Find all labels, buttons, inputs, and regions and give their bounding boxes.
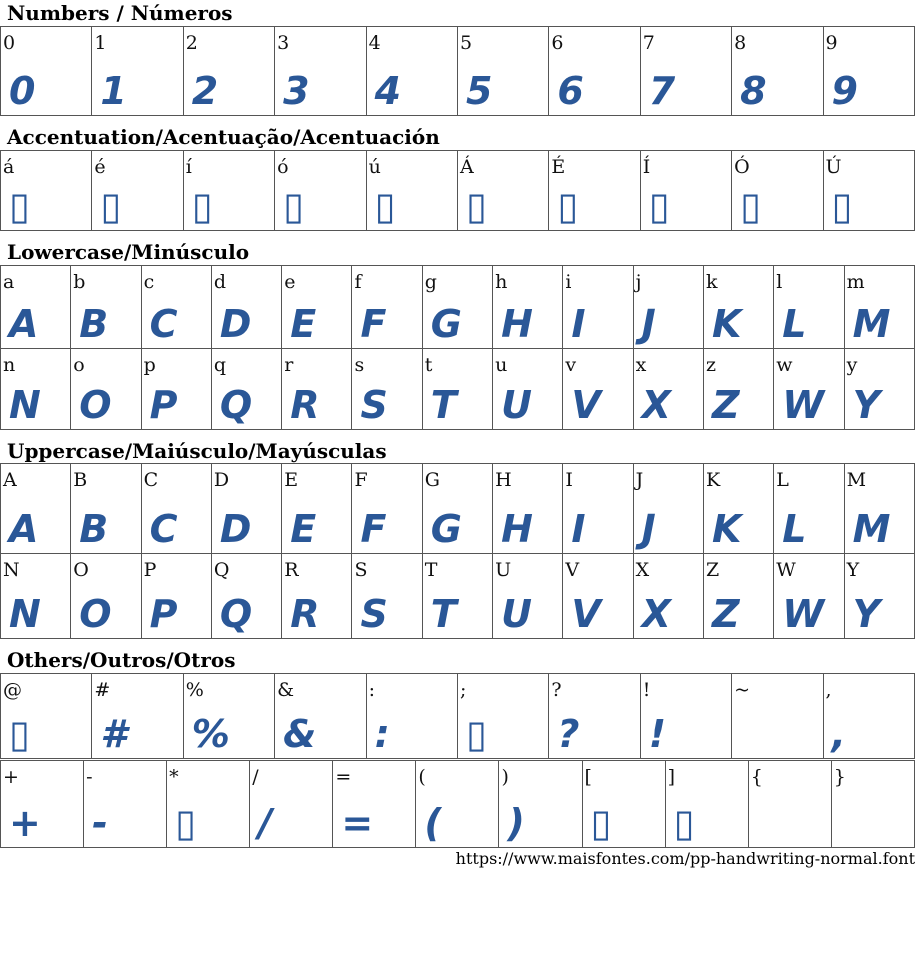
glyph-cell (141, 464, 211, 554)
glyph-cell (493, 464, 563, 554)
glyph-sample: W (782, 592, 825, 636)
glyph-label: / (252, 766, 259, 788)
glyph-label: P (143, 559, 157, 581)
glyph-label: C (143, 469, 159, 491)
glyph-cell (422, 464, 492, 554)
glyph-label: K (705, 469, 721, 491)
glyph-sample: B (79, 302, 109, 346)
glyph-sample: + (9, 801, 41, 845)
glyph-label: B (73, 469, 88, 491)
table-row (1, 266, 915, 349)
glyph-label: z (705, 354, 716, 376)
glyph-cell (183, 674, 274, 759)
table-row (1, 554, 915, 639)
glyph-cell (183, 27, 274, 116)
glyph-sample: M (852, 507, 891, 551)
glyph-label: A (3, 469, 17, 491)
glyph-label: é (94, 156, 106, 178)
glyph-cell (84, 761, 167, 848)
lowercase-table (0, 265, 915, 430)
table-row (1, 464, 915, 554)
glyph-label: : (368, 679, 375, 701)
glyph-cell (499, 761, 582, 848)
glyph-label: x (635, 354, 647, 376)
glyph-sample: U (501, 592, 532, 636)
glyph-label: N (3, 559, 20, 581)
glyph-label: m (846, 271, 865, 293)
glyph-sample: ? (557, 712, 580, 756)
glyph-label: í (185, 156, 192, 178)
glyph-sample: L (782, 507, 807, 551)
glyph-sample: K (711, 302, 742, 346)
glyph-sample: 1 (100, 69, 127, 113)
glyph-sample: K (711, 507, 742, 551)
glyph-cell (563, 464, 633, 554)
glyph-cell (774, 554, 844, 639)
glyph-label: É (551, 156, 566, 178)
glyph-label: H (495, 469, 512, 491)
glyph-label: n (3, 354, 16, 376)
glyph-label: G (424, 469, 440, 491)
glyph-sample: X (641, 383, 671, 427)
glyph-label: Z (705, 559, 720, 581)
glyph-label: , (825, 679, 832, 701)
glyph-cell (823, 27, 914, 116)
glyph-cell (141, 554, 211, 639)
glyph-cell (831, 761, 914, 848)
glyph-label: ; (459, 679, 467, 701)
glyph-sample: ▯ (9, 184, 30, 228)
glyph-sample: , (831, 712, 846, 756)
glyph-cell (844, 349, 914, 430)
glyph-cell (633, 464, 703, 554)
glyph-sample: 7 (648, 69, 676, 113)
glyph-cell (844, 266, 914, 349)
glyph-cell (366, 151, 457, 231)
glyph-sample: ▯ (465, 184, 487, 228)
glyph-label: = (335, 766, 352, 788)
glyph-cell (275, 27, 366, 116)
glyph-label: D (213, 469, 230, 491)
glyph-label: Í (642, 156, 651, 178)
glyph-label: 5 (459, 32, 473, 54)
glyph-label: b (73, 271, 86, 293)
section-title-numbers: Numbers / Números (7, 1, 233, 25)
glyph-sample: ! (648, 712, 667, 756)
glyph-sample: ▯ (374, 184, 396, 228)
glyph-sample: G (430, 302, 462, 346)
glyph-label: U (495, 559, 512, 581)
glyph-sample: H (501, 507, 533, 551)
glyph-cell (1, 674, 92, 759)
glyph-sample: D (219, 302, 252, 346)
glyph-label: R (284, 559, 299, 581)
glyph-sample: # (100, 712, 127, 756)
glyph-sample: U (501, 383, 532, 427)
glyph-label: } (833, 766, 846, 788)
glyph-label: * (169, 766, 179, 788)
glyph-sample: N (9, 592, 41, 636)
glyph-cell (640, 151, 731, 231)
glyph-cell (250, 761, 333, 848)
table-row (1, 349, 915, 430)
glyph-label: r (284, 354, 294, 376)
glyph-cell (1, 266, 71, 349)
glyph-label: Á (459, 156, 474, 178)
accentuation-table (0, 150, 915, 231)
glyph-label: Y (846, 559, 860, 581)
glyph-cell (211, 349, 281, 430)
glyph-label: ] (667, 766, 676, 788)
glyph-cell (582, 761, 665, 848)
glyph-sample: P (149, 383, 178, 427)
glyph-label: ú (368, 156, 381, 178)
glyph-cell (1, 464, 71, 554)
glyph-cell (211, 554, 281, 639)
glyph-sample: 4 (374, 69, 402, 113)
glyph-sample: X (641, 592, 671, 636)
glyph-cell (457, 151, 548, 231)
glyph-sample: ▯ (465, 712, 487, 756)
glyph-label: { (750, 766, 763, 788)
glyph-sample: C (149, 302, 178, 346)
glyph-label: J (635, 469, 644, 491)
glyph-cell (563, 554, 633, 639)
glyph-sample: C (149, 507, 178, 551)
glyph-sample: J (641, 302, 656, 346)
glyph-label: M (846, 469, 867, 491)
source-url[interactable]: https://www.maisfontes.com/pp-handwriting-normal.font (455, 849, 915, 868)
glyph-label: h (495, 271, 508, 293)
glyph-cell (493, 349, 563, 430)
glyph-cell (549, 674, 640, 759)
glyph-cell (732, 151, 823, 231)
glyph-cell (493, 266, 563, 349)
glyph-label: 9 (825, 32, 838, 54)
glyph-label: e (284, 271, 296, 293)
glyph-sample: 6 (557, 69, 584, 113)
glyph-cell (844, 554, 914, 639)
glyph-cell (774, 266, 844, 349)
glyph-cell (640, 674, 731, 759)
others-table-2 (0, 760, 915, 848)
glyph-sample: ▯ (100, 184, 122, 228)
glyph-sample: B (79, 507, 109, 551)
glyph-sample: Z (711, 592, 740, 636)
glyph-label: ? (551, 679, 562, 701)
glyph-label: L (776, 469, 789, 491)
glyph-label: s (354, 354, 365, 376)
table-row (1, 761, 915, 848)
glyph-label: ) (501, 766, 509, 788)
glyph-cell (703, 349, 773, 430)
glyph-sample: ▯ (673, 801, 695, 845)
glyph-cell (1, 761, 84, 848)
glyph-sample: ▯ (590, 801, 612, 845)
glyph-sample: I (571, 302, 586, 346)
glyph-label: [ (584, 766, 592, 788)
glyph-cell (422, 266, 492, 349)
glyph-label: 2 (185, 32, 198, 54)
glyph-label: W (776, 559, 796, 581)
section-title-others: Others/Outros/Otros (7, 648, 236, 672)
glyph-label: X (635, 559, 650, 581)
glyph-cell (703, 554, 773, 639)
glyph-sample: ) (507, 801, 525, 845)
glyph-sample: ( (424, 801, 442, 845)
glyph-label: S (354, 559, 368, 581)
glyph-sample: S (360, 383, 388, 427)
glyph-cell (1, 27, 92, 116)
glyph-cell (71, 266, 141, 349)
glyph-cell (665, 761, 748, 848)
glyph-label: g (424, 271, 437, 293)
glyph-sample: = (341, 801, 374, 845)
glyph-cell (493, 554, 563, 639)
glyph-sample: % (191, 712, 230, 756)
glyph-sample: J (641, 507, 656, 551)
glyph-label: 7 (642, 32, 655, 54)
glyph-sample: : (374, 712, 390, 756)
glyph-sample: 2 (191, 69, 219, 113)
glyph-cell (633, 266, 703, 349)
glyph-cell (333, 761, 416, 848)
glyph-cell (352, 464, 422, 554)
glyph-cell (844, 464, 914, 554)
glyph-cell (282, 554, 352, 639)
glyph-sample: Y (852, 383, 881, 427)
glyph-cell (774, 464, 844, 554)
glyph-sample: N (9, 383, 41, 427)
glyph-label: i (565, 271, 572, 293)
table-row (1, 151, 915, 231)
glyph-sample: A (9, 302, 39, 346)
glyph-sample: T (430, 592, 457, 636)
glyph-label: c (143, 271, 155, 293)
glyph-sample: 0 (9, 69, 36, 113)
glyph-label: w (776, 354, 793, 376)
glyph-cell (422, 554, 492, 639)
glyph-label: ( (418, 766, 426, 788)
glyph-sample: Z (711, 383, 740, 427)
glyph-sample: I (571, 507, 586, 551)
glyph-sample: F (360, 507, 387, 551)
glyph-label: # (94, 679, 111, 701)
glyph-cell (748, 761, 831, 848)
glyph-label: l (776, 271, 783, 293)
glyph-sample: P (149, 592, 178, 636)
glyph-label: V (565, 559, 580, 581)
glyph-label: 8 (734, 32, 747, 54)
glyph-label: ó (277, 156, 289, 178)
glyph-cell (633, 554, 703, 639)
table-row (1, 27, 915, 116)
glyph-sample: 9 (831, 69, 858, 113)
glyph-label: y (846, 354, 858, 376)
glyph-cell (563, 266, 633, 349)
glyph-label: Ó (734, 156, 750, 178)
glyph-label: F (354, 469, 368, 491)
glyph-sample: R (290, 592, 320, 636)
glyph-sample: W (782, 383, 825, 427)
glyph-label: O (73, 559, 89, 581)
glyph-sample: E (290, 302, 317, 346)
section-title-accentuation: Accentuation/Acentuação/Acentuación (7, 125, 440, 149)
section-title-uppercase: Uppercase/Maiúsculo/Mayúsculas (7, 439, 387, 463)
glyph-label: q (213, 354, 227, 376)
glyph-cell (352, 349, 422, 430)
glyph-cell (183, 151, 274, 231)
glyph-sample: M (852, 302, 891, 346)
glyph-cell (71, 349, 141, 430)
glyph-label: k (705, 271, 718, 293)
glyph-sample: E (290, 507, 317, 551)
glyph-label: á (3, 156, 15, 178)
glyph-sample: F (360, 302, 387, 346)
glyph-cell (1, 554, 71, 639)
glyph-cell (275, 674, 366, 759)
glyph-sample: ▯ (191, 184, 213, 228)
glyph-cell (167, 761, 250, 848)
glyph-cell (823, 674, 914, 759)
glyph-label: j (635, 271, 642, 293)
glyph-sample: A (9, 507, 39, 551)
glyph-label: E (284, 469, 299, 491)
glyph-cell (422, 349, 492, 430)
glyph-sample: T (430, 383, 457, 427)
glyph-cell (366, 674, 457, 759)
glyph-sample: ▯ (9, 712, 30, 756)
glyph-sample: Q (219, 592, 253, 636)
others-table-1 (0, 673, 915, 759)
glyph-cell (71, 554, 141, 639)
glyph-cell (563, 349, 633, 430)
glyph-label: @ (3, 679, 22, 701)
glyph-sample: - (92, 801, 108, 845)
glyph-label: 1 (94, 32, 107, 54)
section-title-lowercase: Lowercase/Minúsculo (7, 240, 250, 264)
glyph-label: & (277, 679, 295, 701)
glyph-cell (211, 464, 281, 554)
table-row (1, 674, 915, 759)
glyph-label: 6 (551, 32, 564, 54)
glyph-cell (823, 151, 914, 231)
glyph-sample: S (360, 592, 388, 636)
glyph-cell (416, 761, 499, 848)
glyph-cell (549, 151, 640, 231)
glyph-cell (92, 27, 183, 116)
glyph-label: p (143, 354, 156, 376)
glyph-label: 3 (277, 32, 290, 54)
glyph-cell (275, 151, 366, 231)
glyph-sample: O (79, 592, 112, 636)
glyph-sample: 5 (465, 69, 493, 113)
glyph-label: 4 (368, 32, 381, 54)
glyph-cell (211, 266, 281, 349)
glyph-sample: R (290, 383, 320, 427)
glyph-sample: ▯ (283, 184, 305, 228)
glyph-cell (457, 27, 548, 116)
glyph-label: f (354, 271, 362, 293)
glyph-cell (71, 464, 141, 554)
glyph-label: % (185, 679, 204, 701)
numbers-table (0, 26, 915, 116)
glyph-label: 0 (3, 32, 16, 54)
glyph-sample: 3 (283, 69, 310, 113)
glyph-label: a (3, 271, 15, 293)
glyph-sample: V (571, 592, 601, 636)
glyph-sample: O (79, 383, 112, 427)
glyph-cell (1, 349, 71, 430)
glyph-cell (703, 464, 773, 554)
glyph-sample: Q (219, 383, 253, 427)
glyph-sample: V (571, 383, 601, 427)
glyph-cell (92, 674, 183, 759)
glyph-cell (141, 349, 211, 430)
glyph-sample: & (283, 712, 317, 756)
glyph-cell (352, 266, 422, 349)
glyph-label: o (73, 354, 85, 376)
glyph-cell (703, 266, 773, 349)
glyph-cell (92, 151, 183, 231)
glyph-label: t (424, 354, 433, 376)
glyph-cell (141, 266, 211, 349)
glyph-cell (1, 151, 92, 231)
glyph-sample: ▯ (740, 184, 762, 228)
glyph-sample: ▯ (175, 801, 197, 845)
glyph-sample: ▯ (831, 184, 853, 228)
glyph-label: d (213, 271, 227, 293)
glyph-cell (732, 27, 823, 116)
glyph-label: v (565, 354, 577, 376)
glyph-label: Q (213, 559, 230, 581)
glyph-label: Ú (825, 156, 842, 178)
glyph-cell (282, 464, 352, 554)
uppercase-table (0, 463, 915, 639)
glyph-sample: Y (852, 592, 881, 636)
glyph-sample: ▯ (648, 184, 670, 228)
glyph-cell (282, 349, 352, 430)
glyph-label: I (565, 469, 573, 491)
glyph-label: + (3, 766, 19, 788)
glyph-label: - (86, 766, 93, 788)
glyph-label: ! (642, 679, 651, 701)
glyph-sample: D (219, 507, 252, 551)
glyph-cell (457, 674, 548, 759)
glyph-sample: / (258, 801, 273, 845)
glyph-cell (732, 674, 823, 759)
glyph-cell (640, 27, 731, 116)
glyph-sample: L (782, 302, 807, 346)
glyph-cell (366, 27, 457, 116)
glyph-cell (352, 554, 422, 639)
glyph-cell (549, 27, 640, 116)
glyph-sample: 8 (740, 69, 767, 113)
glyph-sample: H (501, 302, 533, 346)
glyph-label: T (424, 559, 438, 581)
glyph-label: u (495, 354, 508, 376)
glyph-sample: G (430, 507, 462, 551)
glyph-sample: ▯ (557, 184, 579, 228)
glyph-cell (282, 266, 352, 349)
glyph-cell (633, 349, 703, 430)
glyph-label: ~ (734, 679, 751, 701)
glyph-cell (774, 349, 844, 430)
